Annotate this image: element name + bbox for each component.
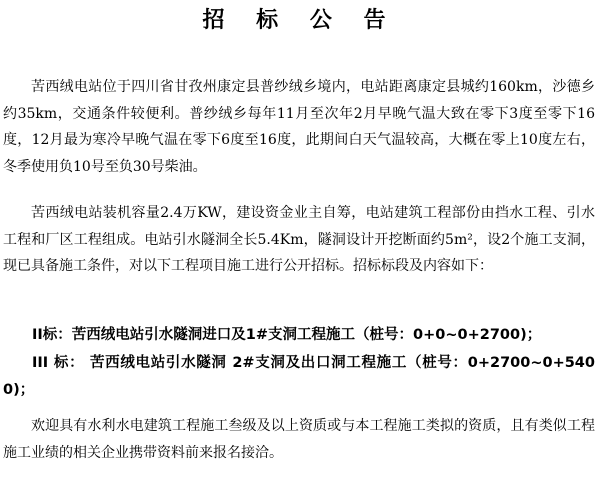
- paragraph-project: 苦西绒电站装机容量2.4万KW，建设资金业主自筹，电站建筑工程部份由挡水工程、引水工程和厂区工程组成。电站引水隧洞全长5.4Km，隧洞设计开挖断面约5m²，设2个施工支洞，现已具备施工条件，对以下工程项目施工进行公开招标。招标标段及内容如下：: [3, 205, 595, 274]
- lot-ii: II标：苦西绒电站引水隧洞进口及1#支洞工程施工（桩号：0+0~0+2700)；: [32, 327, 542, 343]
- lot-iii: III 标： 苦西绒电站引水隧洞 2#支洞及出口洞工程施工（桩号：0+2700~0+5400)；: [3, 355, 595, 398]
- paragraph-invitation: 欢迎具有水利水电建筑工程施工叁级及以上资质或与本工程施工类拟的资质，且有类似工程施工业绩的相关企业携带资料前来报名接洽。: [3, 418, 595, 461]
- page-title: 招 标 公 告: [202, 8, 398, 33]
- paragraph-location: 苦西绒电站位于四川省甘孜州康定县普纱绒乡境内，电站距离康定县城约160km，沙德乡约35km，交通条件较便利。普纱绒乡每年11月至次年2月早晚气温大致在零下3度至零下16度，12月最为寒冷早晚气温在零下6度至16度，此期间白天气温较高，大概在零上10度左右，冬季使用负10号至负30号柴油。: [3, 79, 595, 175]
